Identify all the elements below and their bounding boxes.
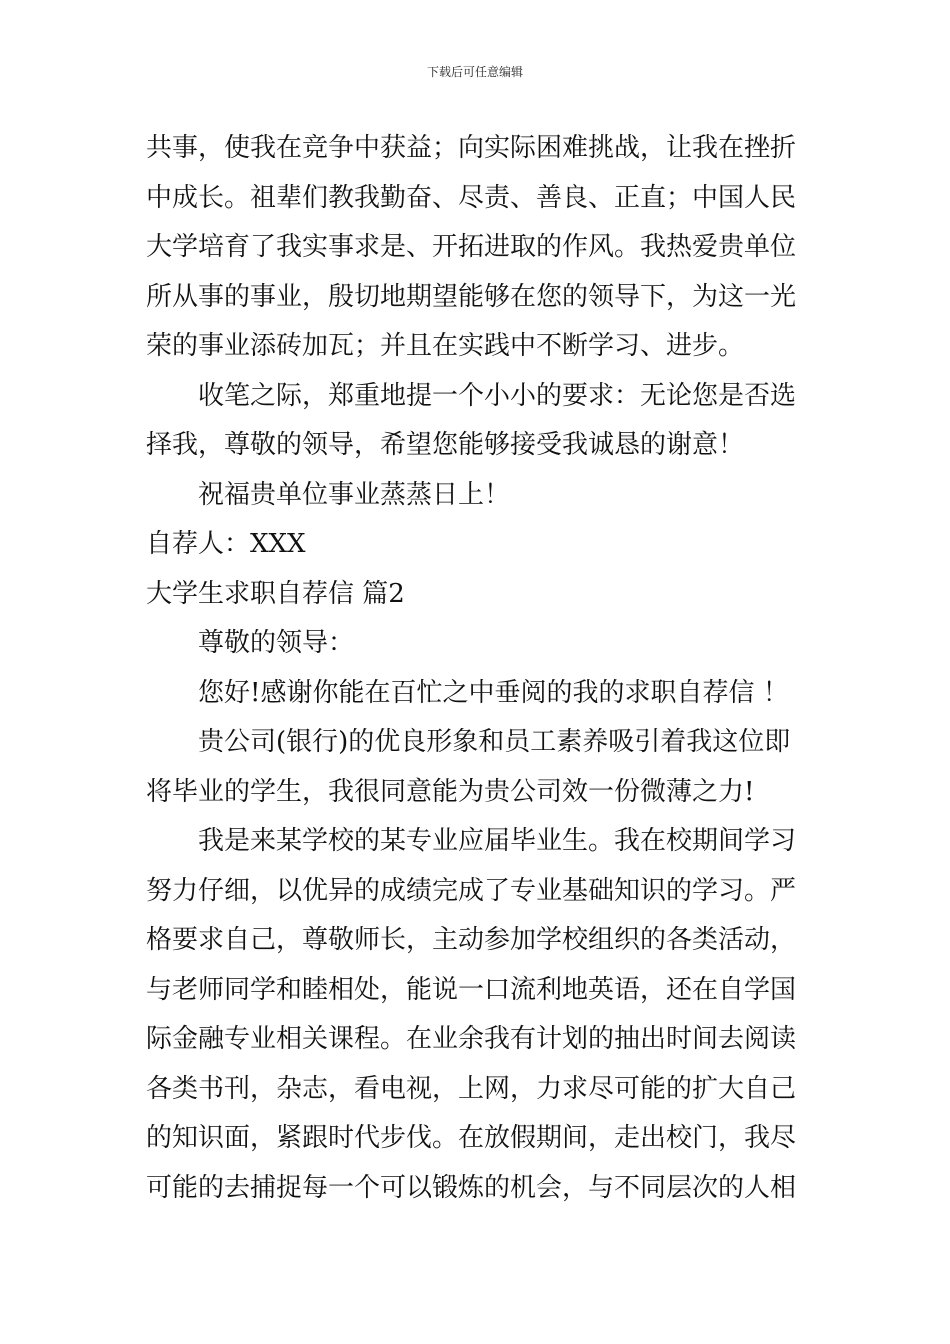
text-line: 荣的事业添砖加瓦；并且在实践中不断学习、进步。 [146,331,745,361]
text-line: 各类书刊，杂志，看电视，上网，力求尽可能的扩大自己 [146,1073,797,1104]
text-line: 的知识面，紧跟时代步伐。在放假期间，走出校门，我尽 [146,1123,797,1153]
text-line: 可能的去捕捉每一个可以锻炼的机会，与不同层次的人相 [146,1172,797,1203]
text-line: 共事，使我在竞争中获益；向实际困难挑战，让我在挫折 [146,133,797,163]
text-line: 格要求自己，尊敬师长，主动参加学校组织的各类活动， [146,925,797,955]
signature-line: 自荐人：XXX [146,529,306,559]
text-line: 收笔之际，郑重地提一个小小的要求：无论您是否选 [198,380,797,411]
section-title: 大学生求职自荐信 篇2 [146,578,405,609]
salutation: 尊敬的领导： [198,628,355,658]
page-header: 下载后可任意编辑 [426,65,523,79]
text-line: 择我，尊敬的领导，希望您能够接受我诚恳的谢意！ [146,430,745,460]
text-line: 我是来某学校的某专业应届毕业生。我在校期间学习 [198,826,797,856]
text-line: 大学培育了我实事求是、开拓进取的作风。我热爱贵单位 [146,232,797,262]
text-line: 祝福贵单位事业蒸蒸日上！ [198,479,511,510]
text-line: 将毕业的学生，我很同意能为贵公司效一份微薄之力! [146,776,755,807]
text-line: 际金融专业相关课程。在业余我有计划的抽出时间去阅读 [146,1024,797,1054]
document-body [146,124,808,1213]
text-line: 贵公司(银行)的优良形象和员工素养吸引着我这位即 [198,727,791,757]
text-line: 努力仔细，以优异的成绩完成了专业基础知识的学习。严 [146,875,797,906]
text-line: 中成长。祖辈们教我勤奋、尽责、善良、正直；中国人民 [146,182,797,213]
text-line: 与老师同学和睦相处，能说一口流利地英语，还在自学国 [146,974,797,1005]
text-line: 所从事的事业，殷切地期望能够在您的领导下，为这一光 [146,281,797,312]
text-line: 您好!感谢你能在百忙之中垂阅的我的求职自荐信 ！ [198,677,789,708]
